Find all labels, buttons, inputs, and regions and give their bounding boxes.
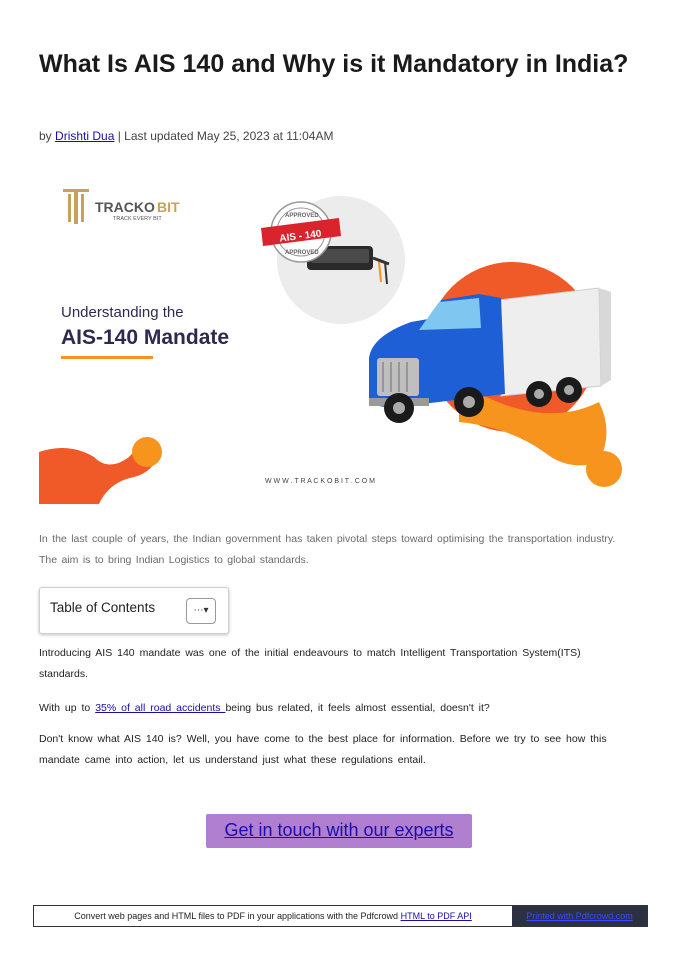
- byline: [39, 129, 333, 143]
- accidents-link[interactable]: 35% of all road accidents: [95, 702, 226, 714]
- trackobit-logo: [63, 189, 180, 224]
- list-toggle-icon[interactable]: ⋯▾: [186, 598, 216, 624]
- footer-brand-area: [512, 906, 647, 926]
- footer-text: Convert web pages and HTML files to PDF in your applications with the Pdfcrowd: [74, 911, 399, 921]
- p2-before-text: With up to: [39, 702, 96, 714]
- toc-title: Table of Contents: [50, 600, 156, 615]
- orange-small-dot-shape: [132, 437, 162, 467]
- p2-after-text: being bus related, it feels almost essential, doesn't it?: [225, 702, 490, 714]
- orange-dot-shape: [586, 451, 622, 487]
- paragraph-accident-stat: [39, 698, 629, 719]
- brand-name-part1: TRACKO: [95, 199, 155, 215]
- hero-illustration: [39, 172, 629, 504]
- html-to-pdf-link[interactable]: HTML to PDF API: [400, 911, 472, 921]
- footer-text-area: [34, 906, 512, 926]
- hero-headline-small: Understanding the: [61, 304, 184, 321]
- paragraph-intro-mandate: Introducing AIS 140 mandate was one of the initial endeavours to match Intelligent Transportation System(ITS) standards.: [39, 647, 581, 680]
- pdf-footer: [33, 905, 648, 927]
- stamp-bottom-text: APPROVED: [285, 250, 319, 256]
- byline-prefix: by: [39, 129, 52, 143]
- brand-tagline: TRACK EVERY BIT: [113, 216, 162, 222]
- headline-underline: [61, 356, 153, 359]
- hero-banner-image: [39, 172, 629, 504]
- page-title: What Is AIS 140 and Why is it Mandatory in India?: [39, 50, 629, 78]
- author-link[interactable]: Drishti Dua: [55, 129, 115, 143]
- hero-website-text: W W W . T R A C K O B I T . C O M: [265, 478, 375, 485]
- table-of-contents-box: [39, 587, 229, 634]
- stamp-top-text: APPROVED: [285, 213, 319, 219]
- stamp-badge-text: AIS - 140: [278, 228, 323, 245]
- byline-date: | Last updated May 25, 2023 at 11:04AM: [117, 129, 334, 143]
- intro-paragraph: In the last couple of years, the Indian government has taken pivotal steps toward optimising the transportation industry. The aim is to bring Indian Logistics to global standards.: [39, 533, 616, 566]
- hero-headline-big: AIS-140 Mandate: [61, 326, 230, 349]
- brand-name-part2: BIT: [157, 199, 180, 215]
- pdfcrowd-link[interactable]: Printed with Pdfcrowd.com: [526, 911, 633, 921]
- paragraph-what-is: Don't know what AIS 140 is? Well, you have come to the best place for information. Before we try to see how this mandate came into action, let us understand just what these regulations entail.: [39, 733, 607, 766]
- contact-experts-button[interactable]: Get in touch with our experts: [206, 814, 472, 848]
